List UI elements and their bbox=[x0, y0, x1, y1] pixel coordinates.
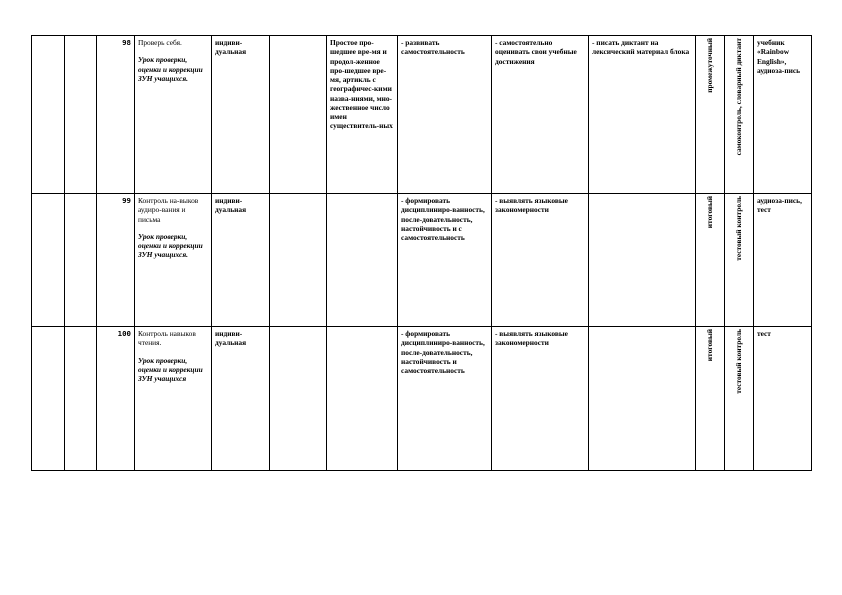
equipment: учебник «Rainbow English», аудиоза-пись bbox=[754, 36, 812, 194]
meta-outcomes: - выявлять языковые закономерности bbox=[492, 194, 589, 327]
lesson-topic-cell bbox=[135, 36, 212, 194]
control-form: тестовый контроль bbox=[733, 329, 743, 394]
lesson-topic: Контроль навыков чтения. bbox=[138, 329, 196, 348]
personal-outcomes: - формировать дисциплиниро-ванность, после-довательность, настойчивость и самостоятельность bbox=[398, 327, 492, 471]
lesson-topic: Проверь себя. bbox=[138, 38, 182, 47]
control-form: тестовый контроль bbox=[733, 196, 743, 261]
meta-outcomes: - выявлять языковые закономерности bbox=[492, 327, 589, 471]
personal-outcomes: - формировать дисциплиниро-ванность, после-довательность, настойчивость и с самостоятельность bbox=[398, 194, 492, 327]
control-kind-cell bbox=[696, 36, 725, 194]
lesson-number: 98 bbox=[97, 36, 135, 194]
grammar-content bbox=[327, 194, 398, 327]
empty-cell bbox=[32, 327, 65, 471]
control-kind: итоговый bbox=[704, 196, 714, 229]
empty-cell bbox=[32, 194, 65, 327]
empty-cell bbox=[270, 36, 327, 194]
empty-cell bbox=[65, 36, 97, 194]
control-form-cell bbox=[725, 327, 754, 471]
empty-cell bbox=[65, 327, 97, 471]
meta-outcomes: - самостоятельно оценивать свои учебные достижения bbox=[492, 36, 589, 194]
empty-cell bbox=[270, 194, 327, 327]
subject-outcomes bbox=[589, 194, 696, 327]
lesson-plan-table bbox=[31, 35, 812, 471]
table-row bbox=[32, 194, 812, 327]
lesson-number: 99 bbox=[97, 194, 135, 327]
work-form: индиви-дуальная bbox=[212, 194, 270, 327]
empty-cell bbox=[65, 194, 97, 327]
table-row bbox=[32, 327, 812, 471]
grammar-content: Простое про-шедшее вре-мя и продол-женное про-шедшее вре-мя, артикль с географичес-кими назва-ниями, мно-жественное число имен существитель-ных bbox=[327, 36, 398, 194]
control-form-cell bbox=[725, 194, 754, 327]
lesson-topic-cell bbox=[135, 194, 212, 327]
equipment: аудиоза-пись, тест bbox=[754, 194, 812, 327]
lesson-topic: Контроль на-выков аудиро-вания и письма bbox=[138, 196, 199, 224]
grammar-content bbox=[327, 327, 398, 471]
lesson-type: Урок проверки, оценки и коррекции ЗУН учащихся. bbox=[138, 55, 203, 83]
lesson-type: Урок проверки, оценки и коррекции ЗУН учащихся bbox=[138, 355, 203, 383]
table-row bbox=[32, 36, 812, 194]
personal-outcomes: - развивать самостоятельность bbox=[398, 36, 492, 194]
lesson-type: Урок проверки, оценки и коррекции ЗУН учащихся. bbox=[138, 231, 203, 260]
lesson-topic-cell bbox=[135, 327, 212, 471]
control-kind-cell bbox=[696, 194, 725, 327]
work-form: индиви-дуальная bbox=[212, 327, 270, 471]
work-form: индиви-дуальная bbox=[212, 36, 270, 194]
empty-cell bbox=[32, 36, 65, 194]
control-form: самоконтроль, словарный диктант bbox=[733, 38, 743, 156]
empty-cell bbox=[270, 327, 327, 471]
control-kind-cell bbox=[696, 327, 725, 471]
lesson-number: 100 bbox=[97, 327, 135, 471]
equipment: тест bbox=[754, 327, 812, 471]
subject-outcomes bbox=[589, 327, 696, 471]
control-kind: промежуточный bbox=[704, 38, 714, 93]
control-form-cell bbox=[725, 36, 754, 194]
subject-outcomes: - писать диктант на лексический материал блока bbox=[589, 36, 696, 194]
control-kind: итоговый bbox=[704, 329, 714, 362]
